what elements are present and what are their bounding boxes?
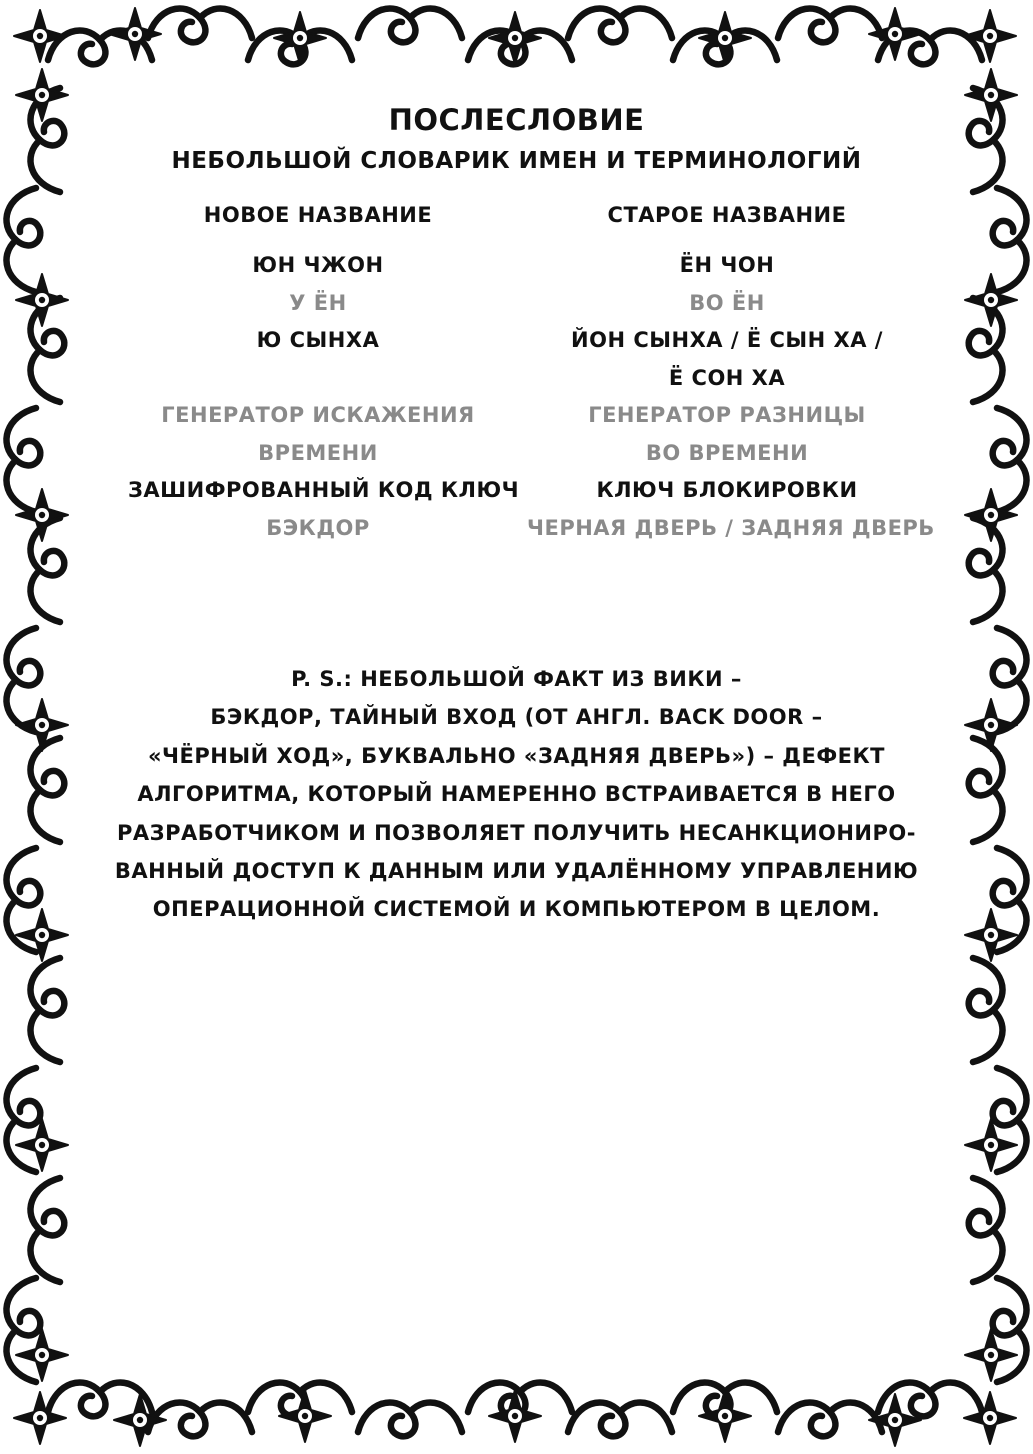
column-header-old: СТАРОЕ НАЗВАНИЕ (607, 203, 847, 227)
glossary-old-name: ГЕНЕРАТОР РАЗНИЦЫ (588, 403, 866, 427)
column-header-new: НОВОЕ НАЗВАНИЕ (203, 203, 433, 227)
glossary-old-name: Ё СОН ХА (668, 365, 786, 390)
postscript-line: ОПЕРАЦИОННОЙ СИСТЕМОЙ И КОМПЬЮТЕРОМ В ЦЕЛОМ. (152, 897, 881, 922)
glossary-old-name: ЙОН СЫНХА / Ё СЫН ХА / (571, 328, 883, 352)
postscript-note (0, 660, 1033, 929)
page-subtitle: НЕБОЛЬШОЙ СЛОВАРИК ИМЕН И ТЕРМИНОЛОГИЙ (171, 148, 862, 174)
postscript-line: «ЧЁРНЫЙ ХОД», БУКВАЛЬНО «ЗАДНЯЯ ДВЕРЬ») – ДЕФЕКТ (147, 743, 885, 768)
glossary-old-name: ВО ВРЕМЕНИ (645, 440, 809, 465)
postscript-line: ВАННЫЙ ДОСТУП К ДАННЫМ ИЛИ УДАЛЁННОМУ УПРАВЛЕНИЮ (114, 858, 919, 883)
page-title: ПОСЛЕСЛОВИЕ (388, 103, 645, 137)
glossary-old-name: ЁН ЧОН (679, 253, 775, 277)
glossary-new-name: У ЁН (289, 290, 347, 315)
postscript-line: БЭКДОР, ТАЙНЫЙ ВХОД (ОТ АНГЛ. BACK DOOR – (210, 705, 823, 730)
glossary-old-name: КЛЮЧ БЛОКИРОВКИ (596, 478, 858, 502)
glossary-old-name: ЧЕРНАЯ ДВЕРЬ / ЗАДНЯЯ ДВЕРЬ (527, 515, 935, 540)
postscript-line: АЛГОРИТМА, КОТОРЫЙ НАМЕРЕННО ВСТРАИВАЕТСЯ В НЕГО (137, 782, 896, 807)
postscript-line: P. S.: НЕБОЛЬШОЙ ФАКТ ИЗ ВИКИ – (291, 667, 742, 691)
glossary-new-name: БЭКДОР (266, 515, 370, 540)
glossary-old-name: ВО ЁН (689, 290, 765, 315)
glossary-new-name: ЗАШИФРОВАННЫЙ КОД КЛЮЧ (128, 478, 520, 502)
glossary-new-name: ЮН ЧЖОН (252, 253, 384, 277)
postscript-line: РАЗРАБОТЧИКОМ И ПОЗВОЛЯЕТ ПОЛУЧИТЬ НЕСАНКЦИОНИРО- (117, 820, 916, 845)
bottom-border (14, 1382, 1016, 1446)
glossary-new-name: Ю СЫНХА (256, 328, 380, 352)
glossary-new-name: ГЕНЕРАТОР ИСКАЖЕНИЯ (161, 403, 475, 427)
top-border (14, 8, 1016, 64)
glossary-new-name: ВРЕМЕНИ (258, 440, 378, 465)
